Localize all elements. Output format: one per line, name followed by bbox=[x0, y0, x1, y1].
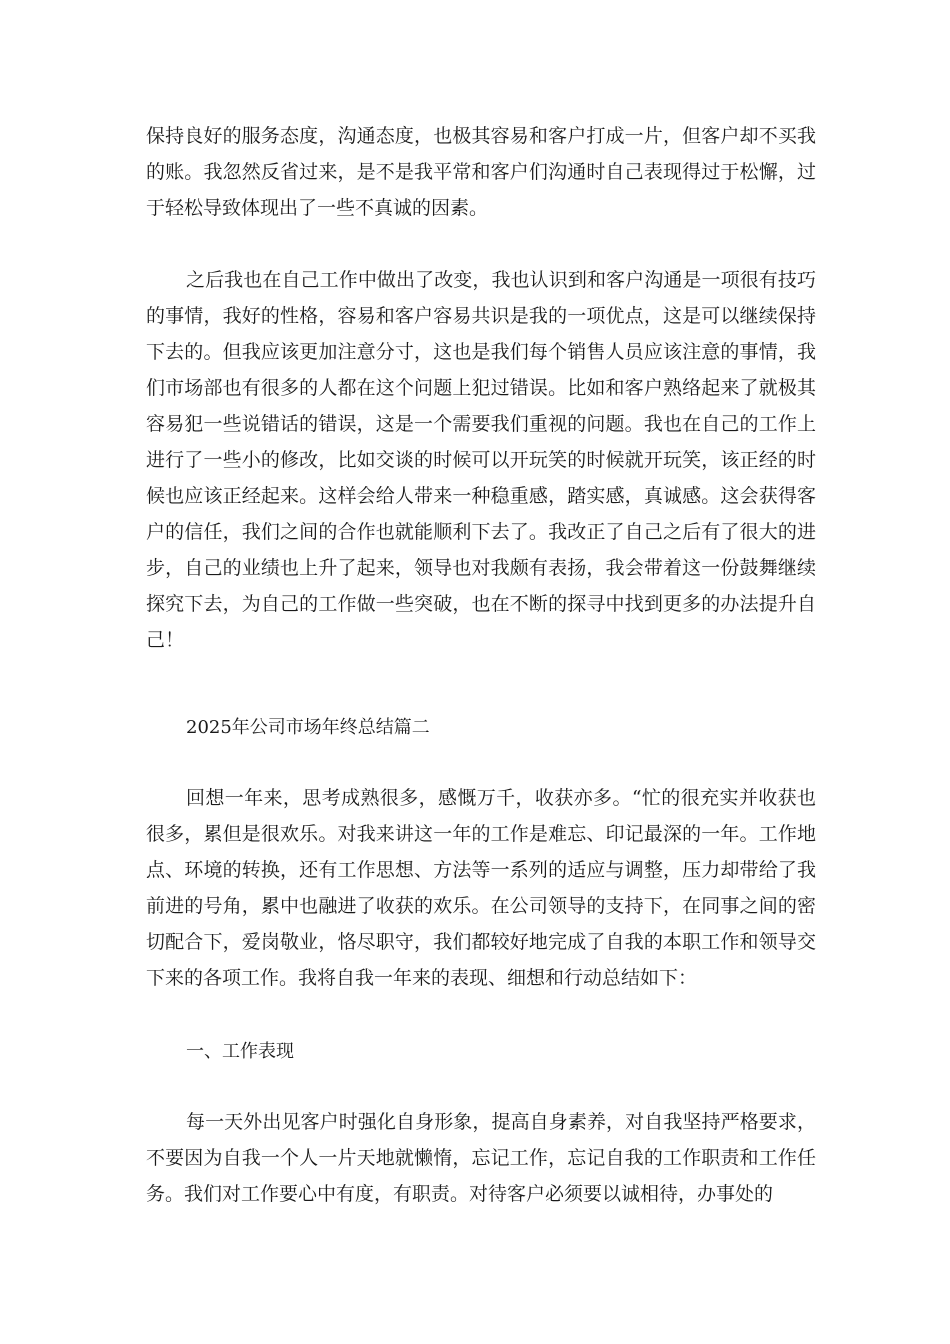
section-heading-work-performance: 一、工作表现 bbox=[186, 1041, 294, 1062]
paragraph-client-visits: 每一天外出见客户时强化自身形象，提高自身素养，对自我坚持严格要求，不要因为自我一个人一片天地就懒惰，忘记工作，忘记自我的工作职责和工作任务。我们对工作要心中有度，有职责。对待客户必须要以诚相待，办事处的 bbox=[146, 1111, 816, 1205]
paragraph-service-attitude: 保持良好的服务态度，沟通态度，也极其容易和客户打成一片，但客户却不买我的账。我忽然反省过来，是不是我平常和客户们沟通时自己表现得过于松懈，过于轻松导致体现出了一些不真诚的因素。 bbox=[146, 125, 816, 219]
paragraph-changes-made: 之后我也在自己工作中做出了改变，我也认识到和客户沟通是一项很有技巧的事情，我好的性格，容易和客户容易共识是我的一项优点，这是可以继续保持下去的。但我应该更加注意分寸，这也是我们每个销售人员应该注意的事情，我们市场部也有很多的人都在这个问题上犯过错误。比如和客户熟络起来了就极其容易犯一些说错话的错误，这是一个需要我们重视的问题。我也在自己的工作上进行了一些小的修改，比如交谈的时候可以开玩笑的时候就开玩笑，该正经的时候也应该正经起来。这样会给人带来一种稳重感，踏实感，真诚感。这会获得客户的信任，我们之间的合作也就能顺利下去了。我改正了自己之后有了很大的进步，自己的业绩也上升了起来，领导也对我颇有表扬，我会带着这一份鼓舞继续探究下去，为自己的工作做一些突破，也在不断的探寻中找到更多的办法提升自己！ bbox=[146, 269, 816, 651]
section-title-part-two: 2025年公司市场年终总结篇二 bbox=[186, 717, 430, 738]
paragraph-year-review: 回想一年来，思考成熟很多，感慨万千，收获亦多。“忙的很充实并收获也很多，累但是很欢乐。对我来讲这一年的工作是难忘、印记最深的一年。工作地点、环境的转换，还有工作思想、方法等一系列的适应与调整，压力却带给了我前进的号角，累中也融进了收获的欢乐。在公司领导的支持下，在同事之间的密切配合下，爱岗敬业，恪尽职守，我们都较好地完成了自我的本职工作和领导交下来的各项工作。我将自我一年来的表现、细想和行动总结如下： bbox=[146, 787, 816, 989]
